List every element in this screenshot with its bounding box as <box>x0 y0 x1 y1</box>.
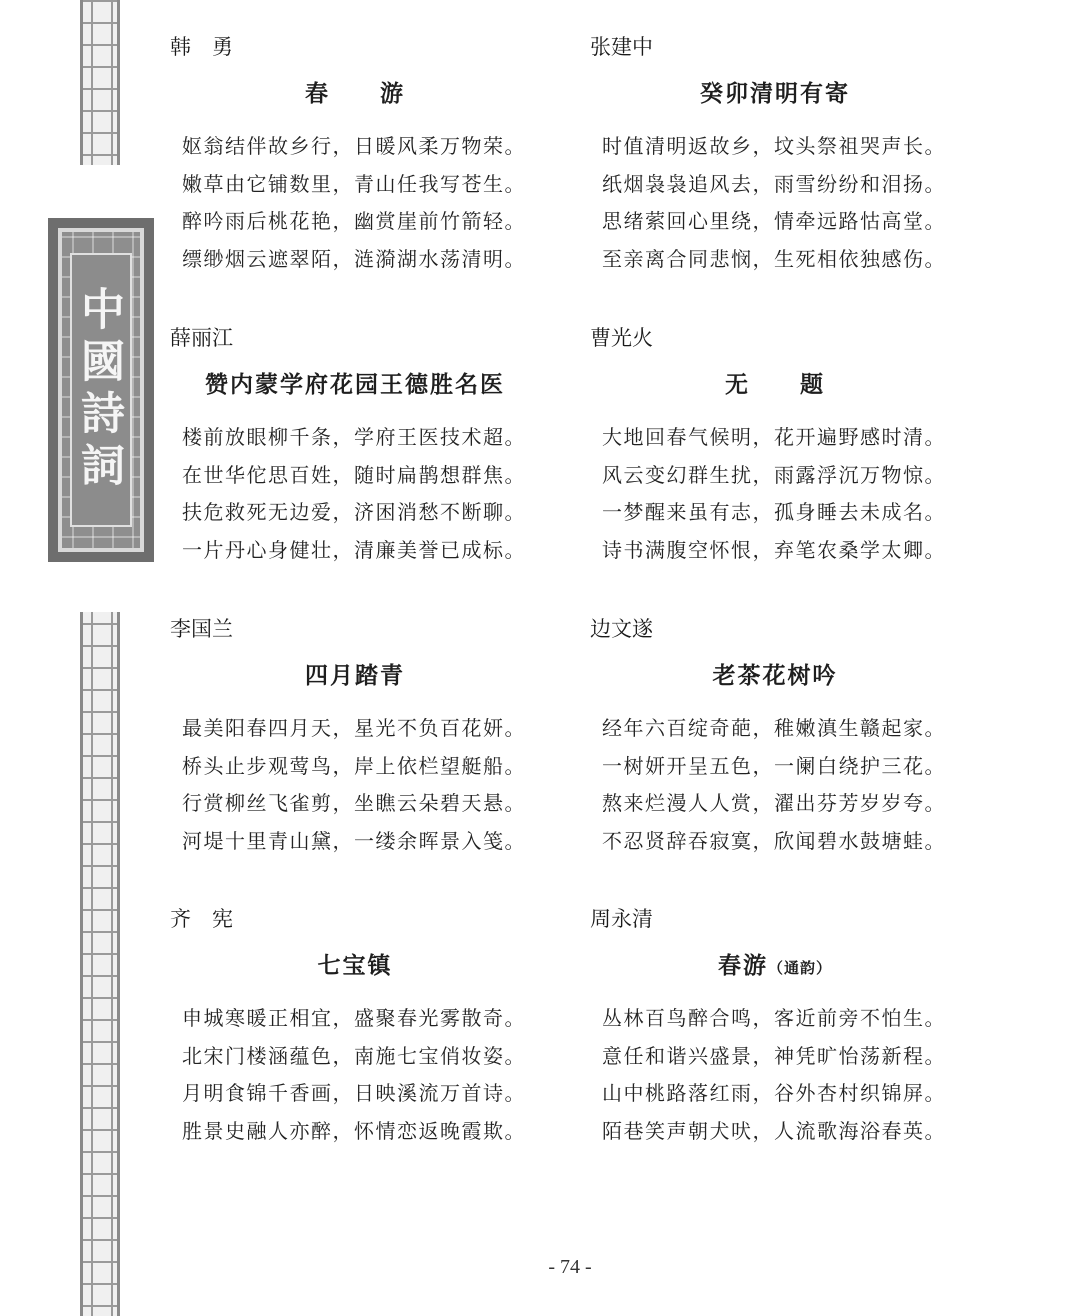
poem-line: 至亲离合同悲悯，生死相依独感伤。 <box>602 246 946 271</box>
poem-line: 行赏柳丝飞雀剪，坐瞧云朵碧天悬。 <box>182 791 526 815</box>
poem-line: 大地回春气候明，花开遍野感时清。 <box>602 425 946 449</box>
poem-title: 春 游 <box>305 81 405 107</box>
poem-lines <box>170 710 540 860</box>
poem-line: 熬来烂漫人人赏，濯出芬芳岁岁夸。 <box>602 791 946 815</box>
poem-line: 缥缈烟云遮翠陌，涟漪湖水荡清明。 <box>182 246 526 271</box>
poem-line: 丛林百鸟醉合鸣，客近前旁不怕生。 <box>602 1006 946 1030</box>
poem-block <box>170 614 540 860</box>
poem-line: 河堤十里青山黛，一缕余晖景入笺。 <box>182 828 526 853</box>
lattice-border-bottom <box>80 612 120 1316</box>
page-number: - 74 - <box>548 1256 592 1278</box>
poem-block <box>170 904 540 1150</box>
poem-title-note: （通韵） <box>767 959 832 977</box>
poem-line: 一树妍开呈五色，一阑白绕护三花。 <box>602 753 946 778</box>
poem-lines <box>170 419 540 569</box>
poem-lines <box>590 128 960 278</box>
poem-line: 一梦醒来虽有志，孤身睡去未成名。 <box>602 500 946 524</box>
poem-author: 边文遂 <box>590 617 653 641</box>
poem-lines <box>590 1000 960 1150</box>
poem-line: 北宋门楼涵蕴色，南施七宝俏妆姿。 <box>182 1043 526 1068</box>
poem-title: 四月踏青 <box>305 663 405 689</box>
poem-block <box>590 323 960 569</box>
poem-line: 不忍贤辞吞寂寞，欣闻碧水鼓塘蛙。 <box>602 828 946 853</box>
poem-line: 山中桃路落红雨，谷外杏村织锦屏。 <box>602 1081 946 1105</box>
poem-line: 在世华佗思百姓，随时扁鹊想群焦。 <box>182 462 526 487</box>
poem-block <box>170 323 540 569</box>
poem-line: 最美阳春四月天，星光不负百花妍。 <box>182 716 526 740</box>
poem-line: 妪翁结伴故乡行，日暖风柔万物荣。 <box>182 134 526 158</box>
poem-line: 月明食锦千香画，日映溪流万首诗。 <box>182 1081 526 1105</box>
poem-line: 思绪萦回心里绕，情牵远路怙高堂。 <box>602 209 946 233</box>
poem-line: 一片丹心身健壮，清廉美誉已成标。 <box>182 537 526 562</box>
poem-author: 薛丽江 <box>170 326 233 350</box>
poem-line: 胜景史融人亦醉，怀情恋返晚霞欺。 <box>182 1118 526 1143</box>
poem-line: 楼前放眼柳千条，学府王医技术超。 <box>182 425 526 449</box>
poem-lines <box>590 419 960 569</box>
poem-title: 癸卯清明有寄 <box>700 81 850 107</box>
poem-author: 韩 勇 <box>170 35 233 59</box>
poem-block <box>590 32 960 278</box>
poem-author: 齐 宪 <box>170 907 233 931</box>
poem-line: 申城寒暖正相宜，盛聚春光雾散奇。 <box>182 1006 526 1030</box>
poem-lines <box>170 128 540 278</box>
poem-author: 张建中 <box>590 35 653 59</box>
poem-block <box>590 904 960 1150</box>
poem-line: 经年六百绽奇葩，稚嫩滇生赣起家。 <box>602 716 946 740</box>
lattice-border-top <box>80 0 120 165</box>
poem-line: 风云变幻群生扰，雨露浮沉万物惊。 <box>602 462 946 487</box>
poem-line: 意任和谐兴盛景，神凭旷怡荡新程。 <box>602 1043 946 1068</box>
poem-line: 桥头止步观莺鸟，岸上依栏望艇船。 <box>182 753 526 778</box>
poem-line: 时值清明返故乡，坟头祭祖哭声长。 <box>602 134 946 158</box>
poem-title <box>590 950 960 982</box>
poem-line: 诗书满腹空怀恨，弃笔农桑学太卿。 <box>602 537 946 562</box>
poem-line: 嫩草由它铺数里，青山任我写苍生。 <box>182 171 526 196</box>
poem-author: 曹光火 <box>590 326 653 350</box>
poem-title: 七宝镇 <box>317 953 393 979</box>
poem-lines <box>170 1000 540 1150</box>
poem-title: 赞内蒙学府花园王德胜名医 <box>205 372 505 398</box>
emblem-text: 中國詩詞 <box>70 253 132 527</box>
poem-line: 陌巷笑声朝犬吠，人流歌海浴春英。 <box>602 1118 946 1143</box>
poem-title-text: 春游 <box>717 953 768 979</box>
poem-title: 无 题 <box>725 372 825 398</box>
poem-block <box>590 614 960 860</box>
poem-line: 醉吟雨后桃花艳，幽赏崖前竹箭轻。 <box>182 209 526 233</box>
chinese-poetry-emblem <box>48 218 154 562</box>
poem-lines <box>590 710 960 860</box>
poem-author: 周永清 <box>590 907 653 931</box>
poem-line: 扶危救死无边爱，济困消愁不断聊。 <box>182 500 526 524</box>
poem-title: 老茶花树吟 <box>712 663 838 689</box>
poem-author: 李国兰 <box>170 617 233 641</box>
emblem-frame <box>58 228 144 552</box>
poem-block <box>170 32 540 278</box>
poem-line: 纸烟袅袅追风去，雨雪纷纷和泪扬。 <box>602 171 946 196</box>
